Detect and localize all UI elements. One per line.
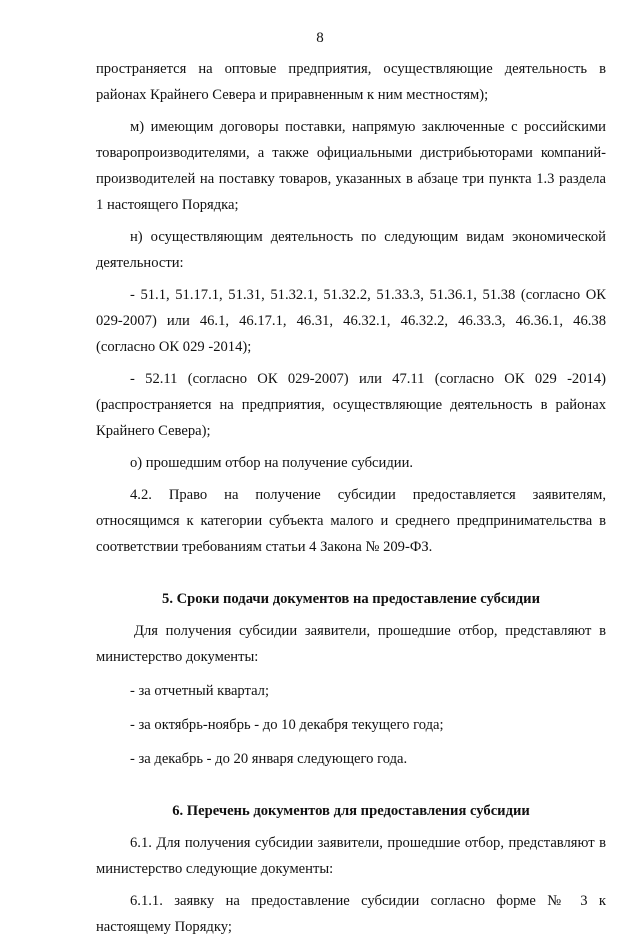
paragraph-6-1: 6.1. Для получения субсидии заявители, прошедшие отбор, представляют в министерство следующие документы:: [96, 835, 606, 877]
list-item: - за отчетный квартал;: [130, 683, 270, 699]
section-5-heading: 5. Сроки подачи документов на предоставление субсидии: [162, 591, 540, 607]
paragraph-okved-codes-2: - 52.11 (согласно ОК 029-2007) или 47.11 (согласно ОК 029 -2014) (распространяется на предприятия, осуществляющие деятельность в районах Крайнего Севера);: [96, 371, 606, 439]
list-item: - за декабрь - до 20 января следующего года.: [130, 751, 408, 767]
paragraph-4-2: 4.2. Право на получение субсидии предоставляется заявителям, относящимся к категории субъекта малого и среднего предпринимательства в соответствии требованиям статьи 4 Закона № 209-ФЗ.: [96, 487, 606, 555]
paragraph-item-o: о) прошедшим отбор на получение субсидии.: [130, 455, 414, 471]
paragraph-continuation: пространяется на оптовые предприятия, осуществляющие деятельность в районах Крайнего Севера и приравненным к ним местностям);: [96, 61, 606, 103]
paragraph-okved-codes-1: - 51.1, 51.17.1, 51.31, 51.32.1, 51.32.2, 51.33.3, 51.36.1, 51.38 (согласно ОК 029-2007) или 46.1, 46.17.1, 46.31, 46.32.1, 46.32.2, 46.33.3, 46.36.1, 46.38 (согласно ОК 029 -2014);: [96, 287, 606, 355]
section-6-heading: 6. Перечень документов для предоставления субсидии: [172, 803, 530, 819]
paragraph-item-n: н) осуществляющим деятельность по следующим видам экономической деятельности:: [96, 229, 606, 271]
list-item: - за октябрь-ноябрь - до 10 декабря текущего года;: [130, 717, 444, 733]
page-number: 8: [316, 30, 324, 46]
section-5-intro: Для получения субсидии заявители, прошедшие отбор, представляют в министерство документы:: [96, 623, 606, 665]
paragraph-item-m: м) имеющим договоры поставки, напрямую заключенные с российскими товаропроизводителями, а также официальными дистрибьюторами компаний-производителей на поставку товаров, указанных в абзаце три пункта 1.3 раздела 1 настоящего Порядка;: [96, 119, 606, 213]
document-body: [96, 56, 606, 940]
paragraph-6-1-1: 6.1.1. заявку на предоставление субсидии согласно форме № 3 к настоящему Порядку;: [96, 893, 606, 935]
